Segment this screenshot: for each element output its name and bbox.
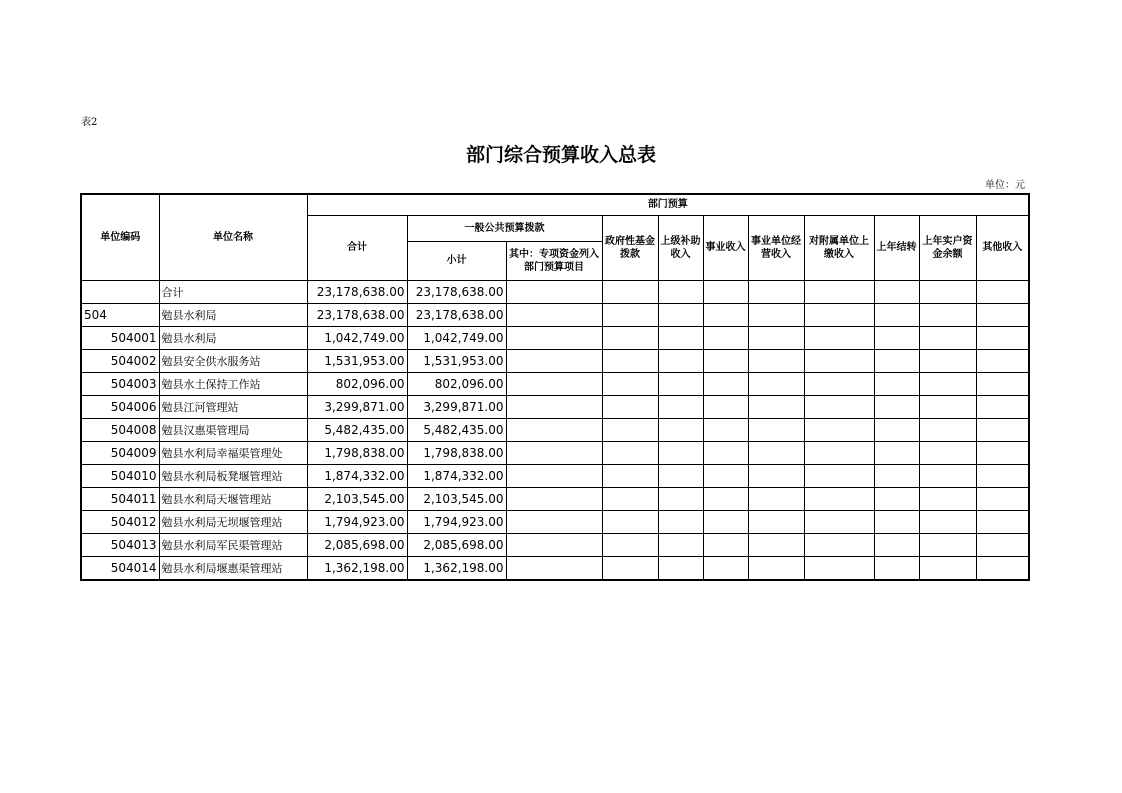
empty-cell <box>658 510 703 533</box>
empty-cell <box>748 556 804 580</box>
empty-cell <box>748 395 804 418</box>
table-row <box>81 418 1029 441</box>
unit-code-cell: 504002 <box>81 349 159 372</box>
empty-cell <box>506 395 602 418</box>
empty-cell <box>804 464 874 487</box>
empty-cell <box>804 280 874 303</box>
table-row <box>81 464 1029 487</box>
table-row <box>81 326 1029 349</box>
total-cell: 23,178,638.00 <box>307 280 407 303</box>
header-gov-fund: 政府性基金拨款 <box>602 215 658 280</box>
empty-cell <box>658 533 703 556</box>
empty-cell <box>748 533 804 556</box>
empty-cell <box>703 418 748 441</box>
total-cell: 1,531,953.00 <box>307 349 407 372</box>
empty-cell <box>748 303 804 326</box>
empty-cell <box>976 372 1029 395</box>
empty-cell <box>658 349 703 372</box>
empty-cell <box>874 487 919 510</box>
header-business-income: 事业收入 <box>703 215 748 280</box>
empty-cell <box>602 556 658 580</box>
total-cell: 802,096.00 <box>307 372 407 395</box>
empty-cell <box>804 349 874 372</box>
empty-cell <box>976 464 1029 487</box>
unit-code-cell: 504003 <box>81 372 159 395</box>
empty-cell <box>976 418 1029 441</box>
unit-code-cell: 504010 <box>81 464 159 487</box>
page-title: 部门综合预算收入总表 <box>465 144 656 166</box>
empty-cell <box>703 464 748 487</box>
empty-cell <box>748 326 804 349</box>
empty-cell <box>506 326 602 349</box>
empty-cell <box>976 326 1029 349</box>
empty-cell <box>658 418 703 441</box>
subtotal-cell: 1,362,198.00 <box>407 556 506 580</box>
header-other-income: 其他收入 <box>976 215 1029 280</box>
header-unit-name: 单位名称 <box>159 194 307 280</box>
table-row <box>81 510 1029 533</box>
empty-cell <box>748 487 804 510</box>
unit-code-cell: 504013 <box>81 533 159 556</box>
header-affiliated-income: 对附属单位上缴收入 <box>804 215 874 280</box>
empty-cell <box>506 556 602 580</box>
total-cell: 5,482,435.00 <box>307 418 407 441</box>
empty-cell <box>602 418 658 441</box>
total-cell: 1,362,198.00 <box>307 556 407 580</box>
empty-cell <box>703 441 748 464</box>
empty-cell <box>874 510 919 533</box>
empty-cell <box>703 533 748 556</box>
unit-code-cell: 504012 <box>81 510 159 533</box>
empty-cell <box>874 441 919 464</box>
empty-cell <box>658 280 703 303</box>
header-general-public-budget: 一般公共预算拨款 <box>407 215 602 241</box>
unit-label: 单位：元 <box>985 180 1025 191</box>
empty-cell <box>919 372 976 395</box>
subtotal-cell: 1,874,332.00 <box>407 464 506 487</box>
unit-name-cell: 勉县水利局 <box>159 326 307 349</box>
empty-cell <box>506 280 602 303</box>
empty-cell <box>976 487 1029 510</box>
header-operating-income: 事业单位经营收入 <box>748 215 804 280</box>
empty-cell <box>506 464 602 487</box>
header-special-fund: 其中：专项资金列入部门预算项目 <box>506 241 602 280</box>
unit-code-cell: 504014 <box>81 556 159 580</box>
empty-cell <box>748 510 804 533</box>
empty-cell <box>602 510 658 533</box>
table-row <box>81 441 1029 464</box>
total-cell: 2,085,698.00 <box>307 533 407 556</box>
subtotal-cell: 1,531,953.00 <box>407 349 506 372</box>
empty-cell <box>804 372 874 395</box>
empty-cell <box>748 418 804 441</box>
empty-cell <box>874 326 919 349</box>
unit-code-cell: 504011 <box>81 487 159 510</box>
table-row <box>81 556 1029 580</box>
table-row <box>81 372 1029 395</box>
total-cell: 1,874,332.00 <box>307 464 407 487</box>
subtotal-cell: 1,794,923.00 <box>407 510 506 533</box>
empty-cell <box>874 464 919 487</box>
unit-name-cell: 勉县汉惠渠管理局 <box>159 418 307 441</box>
empty-cell <box>919 510 976 533</box>
unit-name-cell: 勉县水利局板凳堰管理站 <box>159 464 307 487</box>
empty-cell <box>804 487 874 510</box>
empty-cell <box>658 487 703 510</box>
unit-name-cell: 勉县水利局 <box>159 303 307 326</box>
empty-cell <box>976 441 1029 464</box>
empty-cell <box>703 303 748 326</box>
subtotal-cell: 1,042,749.00 <box>407 326 506 349</box>
total-cell: 1,042,749.00 <box>307 326 407 349</box>
empty-cell <box>919 349 976 372</box>
total-cell: 23,178,638.00 <box>307 303 407 326</box>
subtotal-cell: 802,096.00 <box>407 372 506 395</box>
subtotal-cell: 5,482,435.00 <box>407 418 506 441</box>
empty-cell <box>976 280 1029 303</box>
empty-cell <box>658 326 703 349</box>
unit-name-cell: 合计 <box>159 280 307 303</box>
empty-cell <box>602 441 658 464</box>
table-row <box>81 487 1029 510</box>
empty-cell <box>976 395 1029 418</box>
empty-cell <box>748 464 804 487</box>
unit-name-cell: 勉县水利局幸福渠管理处 <box>159 441 307 464</box>
unit-code-cell: 504006 <box>81 395 159 418</box>
empty-cell <box>919 533 976 556</box>
empty-cell <box>874 533 919 556</box>
empty-cell <box>919 280 976 303</box>
subtotal-cell: 1,798,838.00 <box>407 441 506 464</box>
empty-cell <box>703 372 748 395</box>
empty-cell <box>703 326 748 349</box>
unit-name-cell: 勉县水土保持工作站 <box>159 372 307 395</box>
header-higher-subsidy: 上级补助收入 <box>658 215 703 280</box>
subtotal-cell: 23,178,638.00 <box>407 303 506 326</box>
total-cell: 2,103,545.00 <box>307 487 407 510</box>
empty-cell <box>506 349 602 372</box>
empty-cell <box>602 280 658 303</box>
empty-cell <box>874 349 919 372</box>
unit-code-cell: 504009 <box>81 441 159 464</box>
empty-cell <box>804 510 874 533</box>
unit-code-cell: 504008 <box>81 418 159 441</box>
table-row <box>81 533 1029 556</box>
empty-cell <box>874 395 919 418</box>
header-dept-budget: 部门预算 <box>307 194 1029 215</box>
table-row <box>81 395 1029 418</box>
empty-cell <box>658 556 703 580</box>
subtotal-cell: 2,085,698.00 <box>407 533 506 556</box>
empty-cell <box>874 372 919 395</box>
unit-name-cell: 勉县安全供水服务站 <box>159 349 307 372</box>
empty-cell <box>919 556 976 580</box>
empty-cell <box>748 280 804 303</box>
total-cell: 1,794,923.00 <box>307 510 407 533</box>
empty-cell <box>703 556 748 580</box>
header-unit-code: 单位编码 <box>81 194 159 280</box>
empty-cell <box>602 395 658 418</box>
empty-cell <box>602 372 658 395</box>
empty-cell <box>804 533 874 556</box>
table-row <box>81 303 1029 326</box>
unit-name-cell: 勉县水利局堰惠渠管理站 <box>159 556 307 580</box>
header-subtotal: 小计 <box>407 241 506 280</box>
empty-cell <box>874 556 919 580</box>
budget-income-table <box>80 193 1030 581</box>
empty-cell <box>506 418 602 441</box>
empty-cell <box>506 510 602 533</box>
empty-cell <box>748 349 804 372</box>
empty-cell <box>602 487 658 510</box>
empty-cell <box>919 441 976 464</box>
total-cell: 1,798,838.00 <box>307 441 407 464</box>
empty-cell <box>748 372 804 395</box>
empty-cell <box>703 510 748 533</box>
empty-cell <box>919 326 976 349</box>
subtotal-cell: 2,103,545.00 <box>407 487 506 510</box>
empty-cell <box>506 372 602 395</box>
empty-cell <box>919 303 976 326</box>
empty-cell <box>748 441 804 464</box>
empty-cell <box>658 372 703 395</box>
empty-cell <box>919 395 976 418</box>
header-carryover: 上年结转 <box>874 215 919 280</box>
empty-cell <box>703 487 748 510</box>
empty-cell <box>804 303 874 326</box>
empty-cell <box>919 464 976 487</box>
unit-code-cell <box>81 280 159 303</box>
unit-name-cell: 勉县江河管理站 <box>159 395 307 418</box>
table-row <box>81 280 1029 303</box>
empty-cell <box>658 441 703 464</box>
empty-cell <box>804 326 874 349</box>
empty-cell <box>703 280 748 303</box>
total-cell: 3,299,871.00 <box>307 395 407 418</box>
empty-cell <box>506 487 602 510</box>
empty-cell <box>804 418 874 441</box>
empty-cell <box>602 303 658 326</box>
table-number: 表2 <box>81 117 98 128</box>
empty-cell <box>804 441 874 464</box>
empty-cell <box>874 280 919 303</box>
unit-code-cell: 504 <box>81 303 159 326</box>
empty-cell <box>976 349 1029 372</box>
empty-cell <box>919 487 976 510</box>
empty-cell <box>804 395 874 418</box>
empty-cell <box>703 395 748 418</box>
empty-cell <box>602 349 658 372</box>
empty-cell <box>804 556 874 580</box>
empty-cell <box>658 464 703 487</box>
empty-cell <box>658 395 703 418</box>
header-account-balance: 上年实户资金余额 <box>919 215 976 280</box>
empty-cell <box>976 533 1029 556</box>
empty-cell <box>506 303 602 326</box>
table-row <box>81 349 1029 372</box>
empty-cell <box>976 303 1029 326</box>
empty-cell <box>602 326 658 349</box>
empty-cell <box>874 303 919 326</box>
empty-cell <box>602 533 658 556</box>
empty-cell <box>703 349 748 372</box>
unit-code-cell: 504001 <box>81 326 159 349</box>
empty-cell <box>506 533 602 556</box>
subtotal-cell: 23,178,638.00 <box>407 280 506 303</box>
empty-cell <box>874 418 919 441</box>
header-total: 合计 <box>307 215 407 280</box>
empty-cell <box>919 418 976 441</box>
subtotal-cell: 3,299,871.00 <box>407 395 506 418</box>
empty-cell <box>658 303 703 326</box>
empty-cell <box>976 510 1029 533</box>
empty-cell <box>976 556 1029 580</box>
empty-cell <box>602 464 658 487</box>
empty-cell <box>506 441 602 464</box>
unit-name-cell: 勉县水利局无坝堰管理站 <box>159 510 307 533</box>
unit-name-cell: 勉县水利局军民渠管理站 <box>159 533 307 556</box>
unit-name-cell: 勉县水利局天堰管理站 <box>159 487 307 510</box>
